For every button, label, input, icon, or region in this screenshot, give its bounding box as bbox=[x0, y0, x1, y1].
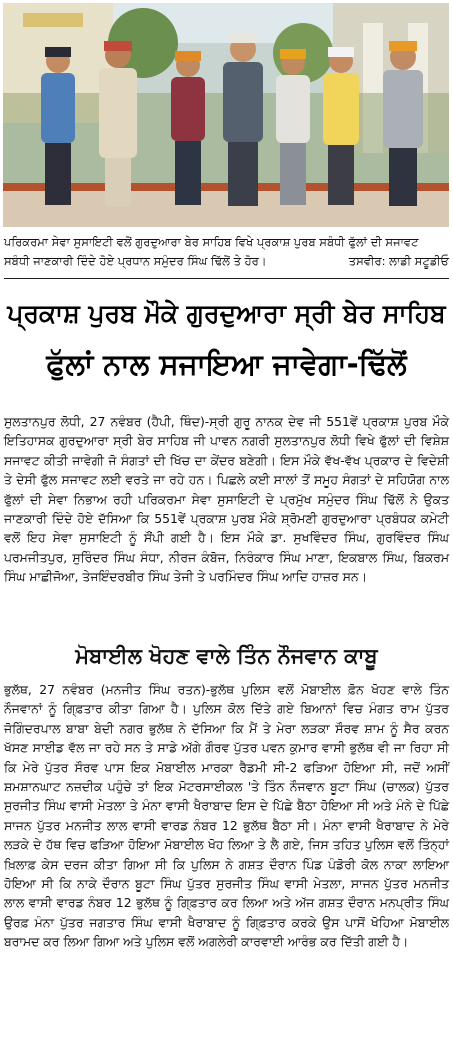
divider bbox=[4, 278, 449, 279]
subheadline: ਮੋਬਾਈਲ ਖੋਹਣ ਵਾਲੇ ਤਿੰਨ ਨੌਜਵਾਨ ਕਾਬੂ bbox=[75, 644, 378, 668]
article-paragraph: ਸੁਲਤਾਨਪੁਰ ਲੋਧੀ, 27 ਨਵੰਬਰ (ਹੈਪੀ, ਥਿੰਦ)-ਸ੍ਰੀ ਗੁਰੂ ਨਾਨਕ ਦੇਵ ਜੀ 551ਵੇਂ ਪ੍ਰਕਾਸ਼ ਪੁਰਬ ਮੌਕੇ ਇਤਿਹਾਸਕ ਗੁਰਦੁਆਰਾ ਸ੍ਰੀ ਬੇਰ ਸਾਹਿਬ ਜੀ ਪਾਵਨ ਨਗਰੀ ਸੁਲਤਾਨਪੁਰ ਲੋਧੀ ਵਿਖੇ ਫੁੱਲਾਂ ਦੀ ਵਿਸ਼ੇਸ਼ ਸਜਾਵਟ ਕੀਤੀ ਜਾਵੇਗੀ ਜੋ ਸੰਗਤਾਂ ਦੀ ਖਿੱਚ ਦਾ ਕੇਂਦਰ ਬਣੇਗੀ। ਇਸ ਮੌਕੇ ਵੱਖ-ਵੱਖ ਪ੍ਰਕਾਰ ਦੇ ਵਿਦੇਸ਼ੀ ਤੇ ਦੇਸੀ ਫੁੱਲ ਸਜਾਵਟ ਲਈ ਵਰਤੇ ਜਾ ਰਹੇ ਹਨ। ਪਿਛਲੇ ਕਈ ਸਾਲਾਂ ਤੋਂ ਸਮੂਹ ਸੰਗਤਾਂ ਦੇ ਸਹਿਯੋਗ ਨਾਲ ਫੁੱਲਾਂ ਦੀ ਸੇਵਾ ਨਿਭਾਅ ਰਹੀ ਪਰਿਕਰਮਾ ਸੇਵਾ ਸੁਸਾਇਟੀ ਦੇ ਪ੍ਰਮੁੱਖ ਸਮੁੰਦਰ ਸਿੰਘ ਢਿੱਲੋਂ ਨੇ ਉਕਤ ਜਾਣਕਾਰੀ ਦਿੰਦੇ ਹੋਏ ਦੱਸਿਆ ਕਿ 551ਵੇਂ ਪ੍ਰਕਾਸ਼ ਪੁਰਬ ਮੌਕੇ ਸ਼੍ਰੋਮਣੀ ਗੁਰਦੁਆਰਾ ਪ੍ਰਬੰਧਕ ਕਮੇਟੀ ਵਲੋਂ ਇਹ ਸੇਵਾ ਸੁਸਾਇਟੀ ਨੂੰ ਸੌਂਪੀ ਗਈ ਹੈ। ਇਸ ਮੌਕੇ ਡਾ. ਸੁਖਵਿੰਦਰ ਸਿੰਘ, ਗੁਰਵਿੰਦਰ ਸਿੰਘ ਪਰਮਜੀਤਪੁਰ, ਸੁਰਿੰਦਰ ਸਿੰਘ ਸੰਧਾ, ਨੀਰਜ ਕੰਬੋਜ, ਨਿਰੰਕਾਰ ਸਿੰਘ ਮਾਣਾ, ਇਕਬਾਲ ਸਿੰਘ, ਬਿਕਰਮ ਸਿੰਘ ਮਾਛੀਜੋਆ, ਤੇਜਇੰਦਰਬੀਰ ਸਿੰਘ ਤੇਜੀ ਤੇ ਪਰਮਿੰਦਰ ਸਿੰਘ ਆਦਿ ਹਾਜ਼ਰ ਸਨ। bbox=[4, 414, 449, 585]
headline-line-1: ਪ੍ਰਕਾਸ਼ ਪੁਰਬ ਮੌਕੇ ਗੁਰਦੁਆਰਾ ਸ੍ਰੀ ਬੇਰ ਸਾਹਿਬ bbox=[7, 299, 446, 328]
caption-line-1: ਪਰਿਕਰਮਾ ਸੇਵਾ ਸੁਸਾਇਟੀ ਵਲੋਂ ਗੁਰਦੁਆਰਾ ਬੇਰ ਸਾਹਿਬ ਵਿਖੇ ਪ੍ਰਕਾਸ਼ ਪੁਰਬ ਸਬੰਧੀ ਫੁੱਲਾਂ ਦੀ ਸਜਾਵਟ bbox=[4, 235, 419, 249]
article-body bbox=[4, 412, 449, 587]
second-article-body bbox=[4, 680, 449, 952]
photo-credit: ਤਸਵੀਰ: ਲਾਡੀ ਸਟੂਡੀਓ bbox=[348, 254, 449, 268]
news-photo bbox=[3, 3, 449, 227]
photo-caption bbox=[4, 233, 449, 271]
second-article-paragraph: ਭੁਲੱਥ, 27 ਨਵੰਬਰ (ਮਨਜੀਤ ਸਿੰਘ ਰਤਨ)-ਭੁਲੱਥ ਪੁਲਿਸ ਵਲੋਂ ਮੋਬਾਈਲ ਫ਼ੋਨ ਖੋਹਣ ਵਾਲੇ ਤਿੰਨ ਨੌਜਵਾਨਾਂ ਨੂੰ ਗਿ੍ਫ਼ਤਾਰ ਕੀਤਾ ਗਿਆ ਹੈ। ਪੁਲਿਸ ਕੋਲ ਦਿੱਤੇ ਗਏ ਬਿਆਨਾਂ ਵਿਚ ਮੰਗਤ ਰਾਮ ਪੁੱਤਰ ਜੋਗਿੰਦਰਪਾਲ ਬਾਬਾ ਬੇਦੀ ਨਗਰ ਭੁਲੱਥ ਨੇ ਦੱਸਿਆ ਕਿ ਮੈਂ ਤੇ ਮੇਰਾ ਲੜਕਾ ਸੌਰਵ ਸ਼ਾਮ ਨੂੰ ਸੈਰ ਕਰਨ ਖੱਸਣ ਸਾਈਡ ਵੱਲ ਜਾ ਰਹੇ ਸਨ ਤੇ ਸਾਡੇ ਅੱਗੇ ਗੌਰਵ ਪੁੱਤਰ ਪਵਨ ਕੁਮਾਰ ਵਾਸੀ ਭੁਲੱਥ ਵੀ ਜਾ ਰਿਹਾ ਸੀ ਕਿ ਮੇਰੇ ਪੁੱਤਰ ਸੌਰਵ ਪਾਸ ਇਕ ਮੋਬਾਈਲ ਮਾਰਕਾ ਰੈਡਮੀ ਸੀ-2 ਫੜਿਆ ਹੋਇਆ ਸੀ, ਜਦੋਂ ਅਸੀਂ ਸ਼ਮਸ਼ਾਨਘਾਟ ਨਜ਼ਦੀਕ ਪਹੁੰਚੇ ਤਾਂ ਇਕ ਮੋਟਰਸਾਈਕਲ 'ਤੇ ਤਿੰਨ ਨੌਜਵਾਨ ਬੂਟਾ ਸਿੰਘ (ਚਾਲਕ) ਪੁੱਤਰ ਸੁਰਜੀਤ ਸਿੰਘ ਵਾਸੀ ਮੇਤਲਾ ਤੇ ਮੰਨਾ ਵਾਸੀ ਖੈਰਾਬਾਦ ਇਸ ਦੇ ਪਿੱਛੇ ਬੈਠਾ ਹੋਇਆ ਸੀ ਅਤੇ ਮੰਨੇ ਦੇ ਪਿੱਛੇ ਸਾਜਨ ਪੁੱਤਰ ਮਨਜੀਤ ਲਾਲ ਵਾਸੀ ਵਾਰਡ ਨੰਬਰ 12 ਭੁਲੱਥ ਬੈਠਾ ਸੀ। ਮੰਨਾ ਵਾਸੀ ਖੈਰਾਬਾਦ ਨੇ ਮੇਰੇ ਲੜਕੇ ਦੇ ਹੱਥ ਵਿਚ ਫੜਿਆ ਹੋਇਆ ਮੋਬਾਈਲ ਖੋਹ ਲਿਆ ਤੇ ਲੈ ਗਏ, ਜਿਸ ਤਹਿਤ ਪੁਲਿਸ ਵਲੋਂ ਤਿੰਨ੍ਹਾਂ ਖ਼ਿਲਾਫ਼ ਕੇਸ ਦਰਜ ਕੀਤਾ ਗਿਆ ਸੀ ਕਿ ਪੁਲਿਸ ਨੇ ਗਸ਼ਤ ਦੌਰਾਨ ਪਿੰਡ ਪੰਡੋਰੀ ਕੋਲ ਨਾਕਾ ਲਾਇਆ ਹੋਇਆ ਸੀ ਕਿ ਨਾਕੇ ਦੌਰਾਨ ਬੂਟਾ ਸਿੰਘ ਪੁੱਤਰ ਸੁਰਜੀਤ ਸਿੰਘ ਵਾਸੀ ਮੇਤਲਾ, ਸਾਜਨ ਪੁੱਤਰ ਮਨਜੀਤ ਲਾਲ ਵਾਸੀ ਵਾਰਡ ਨੰਬਰ 12 ਭੁਲੱਥ ਨੂੰ ਗਿ੍ਫ਼ਤਾਰ ਕਰ ਲਿਆ ਅਤੇ ਅੱਜ ਗਸ਼ਤ ਦੌਰਾਨ ਮਨਪ੍ਰੀਤ ਸਿੰਘ ਉਰਫ਼ ਮੰਨਾ ਪੁੱਤਰ ਜਗਤਾਰ ਸਿੰਘ ਵਾਸੀ ਖੈਰਾਬਾਦ ਨੂੰ ਗਿ੍ਫ਼ਤਾਰ ਕਰਕੇ ਉਸ ਪਾਸੋਂ ਖੋਹਿਆ ਮੋਬਾਈਲ ਬਰਾਮਦ ਕਰ ਲਿਆ ਗਿਆ ਅਤੇ ਪੁਲਿਸ ਵਲੋਂ ਅਗਲੇਰੀ ਕਾਰਵਾਈ ਆਰੰਭ ਕਰ ਦਿੱਤੀ ਗਈ ਹੈ। bbox=[4, 682, 449, 950]
group-photo-image bbox=[3, 3, 449, 227]
caption-line-2: ਸਬੰਧੀ ਜਾਣਕਾਰੀ ਦਿੰਦੇ ਹੋਏ ਪ੍ਰਧਾਨ ਸਮੁੰਦਰ ਸਿੰਘ ਢਿੱਲੋਂ ਤੇ ਹੋਰ। bbox=[4, 254, 267, 268]
headline-line-2: ਫੁੱਲਾਂ ਨਾਲ ਸਜਾਇਆ ਜਾਵੇਗਾ-ਢਿੱਲੋਂ bbox=[46, 347, 407, 381]
